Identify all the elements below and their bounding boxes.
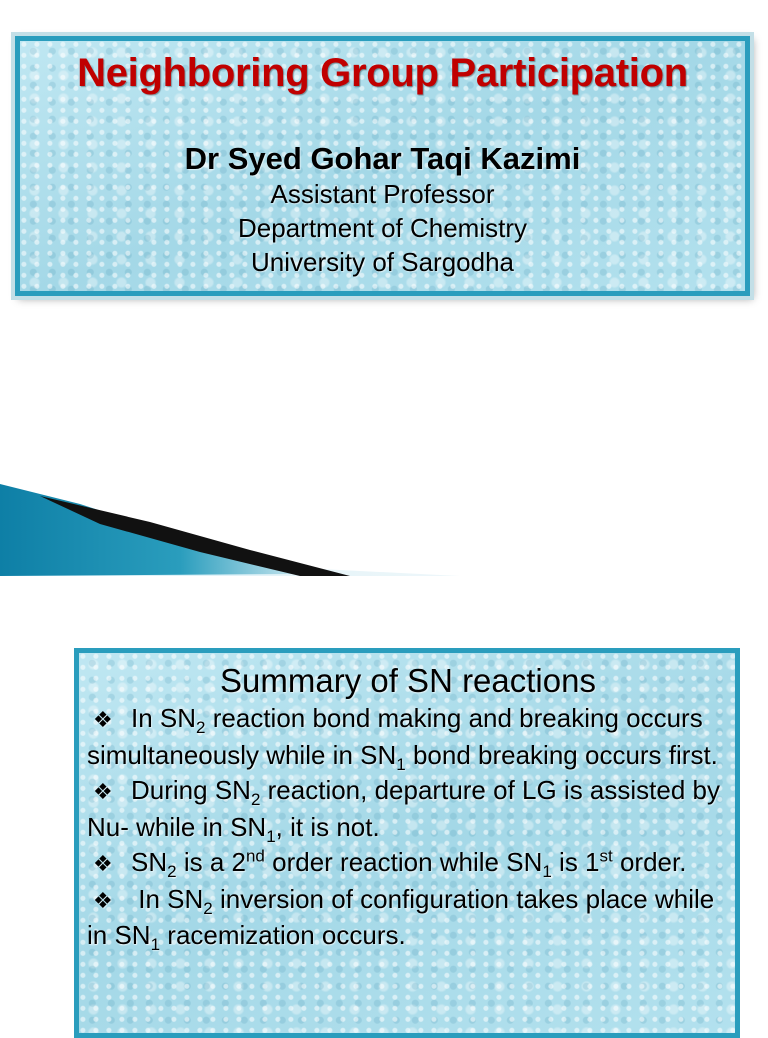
- summary-bullet: ❖ During $SN_2$ reaction, departure of LG is assisted by Nu- while in $SN_1$, it is not.: [87, 775, 720, 846]
- author-name: Dr Syed Gohar Taqi Kazimi: [184, 141, 581, 176]
- diamond-bullet-icon: ❖: [93, 887, 113, 913]
- summary-bullet: ❖ In $SN_2$ reaction bond making and breaking occurs simultaneously while in $SN_1$ bond breaking occurs first.: [87, 703, 718, 774]
- title-card: [15, 36, 750, 296]
- diamond-bullet-icon: ❖: [93, 707, 113, 732]
- summary-bullet: ❖ In $SN_2$ inversion of configuration takes place while in $SN_1$ racemization occurs.: [87, 883, 715, 955]
- decorative-swoosh: [0, 478, 460, 578]
- author-position: Assistant Professor: [270, 179, 495, 209]
- summary-heading: Summary of SN reactions: [220, 662, 596, 699]
- diamond-bullet-icon: ❖: [93, 779, 113, 804]
- diamond-bullet-icon: ❖: [93, 851, 113, 876]
- author-university: University of Sargodha: [250, 247, 515, 277]
- slide-title: Neighboring Group Participation: [77, 51, 688, 95]
- summary-bullet: ❖ $SN_2$ is a 2nd order reaction while $SN_1$ is 1st order.: [87, 845, 729, 882]
- summary-card: [74, 648, 740, 1038]
- author-department: Department of Chemistry: [238, 213, 527, 243]
